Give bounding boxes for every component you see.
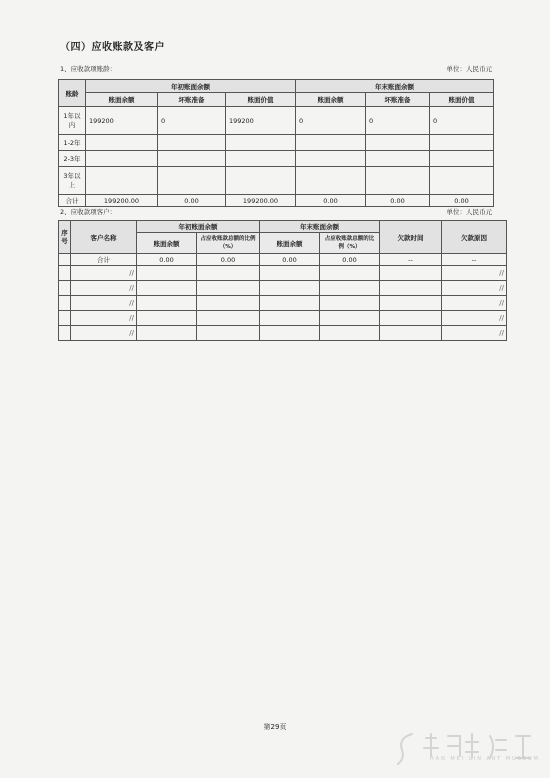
cell: -- xyxy=(380,254,442,266)
cell: 0 xyxy=(296,107,366,135)
table-row xyxy=(59,281,507,296)
sub-header: 账面价值 xyxy=(226,93,296,107)
table2-caption: 2、应收款项客户： xyxy=(60,208,117,216)
sub-header: 占应收账款总额的比例（%） xyxy=(197,233,260,254)
cell: -- xyxy=(442,254,507,266)
slash-mark: // xyxy=(71,296,137,311)
table1-unit: 单位：人民币元 xyxy=(446,65,492,73)
watermark-text: HAN MEI LIN ART MUSEUM xyxy=(429,756,540,762)
overdue-reason-header: 欠款原因 xyxy=(442,221,507,254)
age-cell: 3年以上 xyxy=(59,167,86,195)
table2-unit: 单位：人民币元 xyxy=(446,208,492,216)
page-number: 第29页 xyxy=(263,723,287,731)
total-row xyxy=(59,254,507,266)
sub-header: 账面余额 xyxy=(260,233,320,254)
sub-header: 账面价值 xyxy=(430,93,494,107)
table-row xyxy=(59,107,494,135)
cell: 0.00 xyxy=(260,254,320,266)
cell: 0.00 xyxy=(430,195,494,207)
table1-caption: 1、应收款项账龄： xyxy=(60,65,117,73)
aging-table xyxy=(58,79,494,207)
age-cell: 1-2年 xyxy=(59,135,86,151)
slash-mark: // xyxy=(71,281,137,296)
slash-mark: // xyxy=(71,266,137,281)
cell: 0.00 xyxy=(320,254,380,266)
total-row xyxy=(59,195,494,207)
cell: 0.00 xyxy=(137,254,197,266)
slash-mark: // xyxy=(71,326,137,341)
cell: 0.00 xyxy=(366,195,430,207)
sub-header: 账面余额 xyxy=(86,93,158,107)
age-header: 账龄 xyxy=(59,80,86,107)
cell: 199200.00 xyxy=(226,195,296,207)
cell: 0 xyxy=(366,107,430,135)
table-row xyxy=(59,167,494,195)
cell: 0.00 xyxy=(197,254,260,266)
customer-table xyxy=(58,220,507,341)
sub-header: 占应收账款总额的比例（%） xyxy=(320,233,380,254)
sub-header: 坏账准备 xyxy=(158,93,226,107)
slash-mark: // xyxy=(442,281,507,296)
slash-mark: // xyxy=(442,326,507,341)
total-label: 合计 xyxy=(71,254,137,266)
slash-mark: // xyxy=(442,296,507,311)
sub-header: 坏账准备 xyxy=(366,93,430,107)
overdue-time-header: 欠款时间 xyxy=(380,221,442,254)
sub-header: 账面余额 xyxy=(296,93,366,107)
table-row xyxy=(59,266,507,281)
begin-balance-group-header: 年初账面余额 xyxy=(86,80,296,93)
table-row xyxy=(59,296,507,311)
table-row xyxy=(59,311,507,326)
table-row xyxy=(59,151,494,167)
cell: 0 xyxy=(430,107,494,135)
section-title: （四）应收账款及客户 xyxy=(60,42,165,53)
watermark-logo-icon xyxy=(392,728,542,768)
table-row xyxy=(59,135,494,151)
cell: 199200 xyxy=(226,107,296,135)
age-cell: 2-3年 xyxy=(59,151,86,167)
end-balance-group-header: 年末账面余额 xyxy=(260,221,380,233)
age-cell: 1年以内 xyxy=(59,107,86,135)
seq-header: 序号 xyxy=(59,221,71,254)
customer-name-header: 客户名称 xyxy=(71,221,137,254)
slash-mark: // xyxy=(442,311,507,326)
end-balance-group-header: 年末账面余额 xyxy=(296,80,494,93)
cell: 199200.00 xyxy=(86,195,158,207)
total-label: 合计 xyxy=(59,195,86,207)
cell: 0.00 xyxy=(296,195,366,207)
sub-header: 账面余额 xyxy=(137,233,197,254)
cell: 0 xyxy=(158,107,226,135)
slash-mark: // xyxy=(71,311,137,326)
table-row xyxy=(59,326,507,341)
begin-balance-group-header: 年初账面余额 xyxy=(137,221,260,233)
cell: 0.00 xyxy=(158,195,226,207)
cell: 199200 xyxy=(86,107,158,135)
slash-mark: // xyxy=(442,266,507,281)
